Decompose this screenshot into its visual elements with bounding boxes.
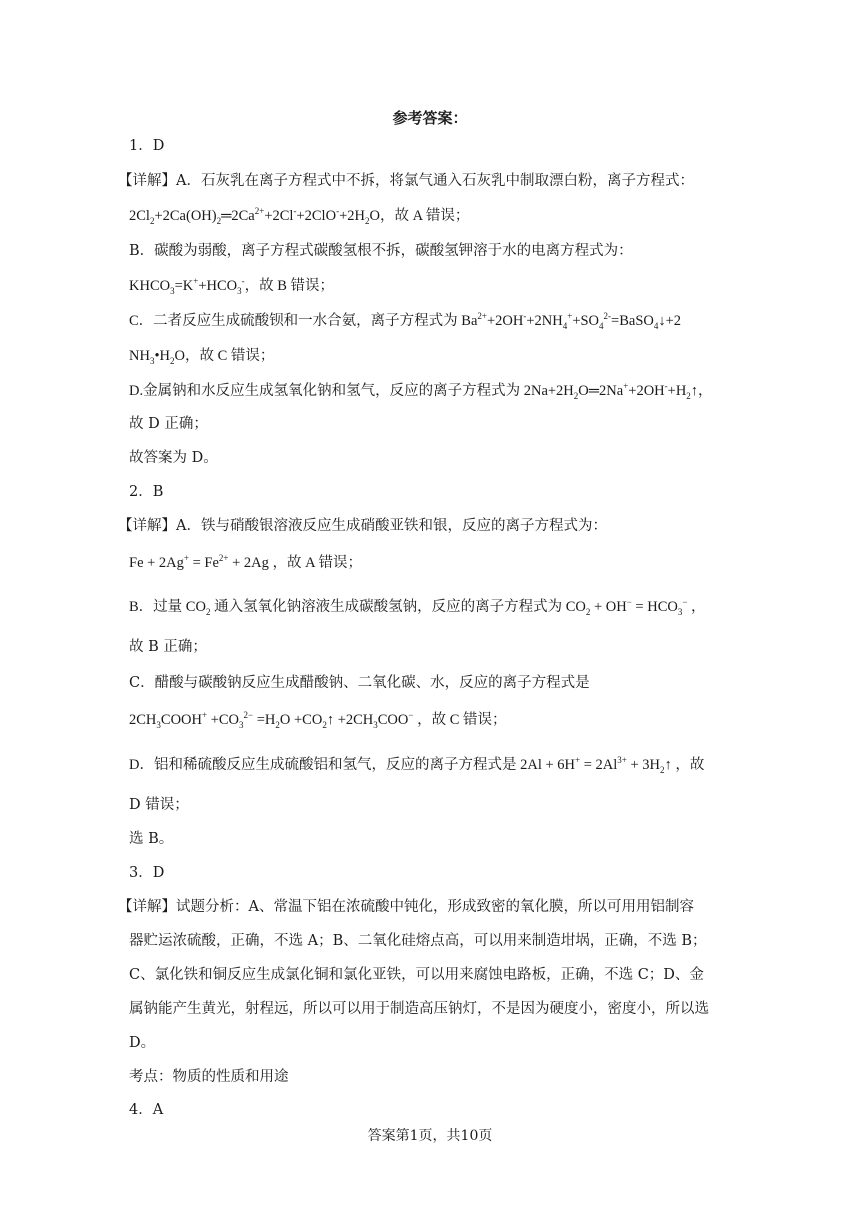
text-line: 1．D xyxy=(129,138,165,154)
text-line: C．醋酸与碳酸钠反应生成醋酸钠、二氧化碳、水，反应的离子方程式是 xyxy=(129,675,590,691)
text-line: D．铝和稀硫酸反应生成硫酸铝和氢气，反应的离子方程式是 $2Al + 6H^+ = 2Al^{3+}$ + $3H_2↑$ ，故 xyxy=(129,755,705,775)
page-title: 参考答案： xyxy=(392,109,468,127)
text-line: D.金属钠和水反应生成氢氧化钠和氢气，反应的离子方程式为 $2Na+2H_2O═2Na^++2OH^-+H_2↑$， xyxy=(129,381,713,401)
text-line: 2．B xyxy=(129,484,164,500)
text-line: $2CH_3COOH^+ +CO_3^{2-} =H_2O$ $+CO_2↑ +2CH_3COO^-$ ，故 C 错误； xyxy=(129,710,507,730)
text-line: D 错误； xyxy=(129,797,189,813)
text-line: $2Cl_2+2Ca(OH)_2═2Ca^{2+}+2Cl^-+2ClO^-+2H_2O$，故 A 错误； xyxy=(129,206,470,226)
text-line: $KHCO_3=K^++HCO_3^-$，故 B 错误； xyxy=(129,276,335,296)
text-line: 选 B。 xyxy=(129,831,174,847)
text-line: C、氯化铁和铜反应生成氯化铜和氯化亚铁，可以用来腐蚀电路板，正确，不选 C；D、金 xyxy=(129,967,704,983)
text-line: $NH_3•H_2O$，故 C 错误； xyxy=(129,348,275,366)
text-line: 考点：物质的性质和用途 xyxy=(129,1069,289,1085)
text-line: 故 B 正确； xyxy=(129,639,207,655)
text-line: 【详解】A．铁与硝酸银溶液反应生成硝酸亚铁和银，反应的离子方程式为： xyxy=(118,518,607,534)
text-line: 4．A xyxy=(129,1102,164,1118)
text-line: 故 D 正确； xyxy=(129,416,208,432)
text-line: C．二者反应生成硫酸钡和一水合氨，离子方程式为 $Ba^{2+}+2OH^-+2NH_4^++SO_4^{2-}=BaSO_4↓+2$ xyxy=(129,311,682,331)
text-line: 器贮运浓硫酸，正确，不选 A；B、二氧化硅熔点高，可以用来制造坩埚，正确，不选 B； xyxy=(129,933,707,949)
text-line: 属钠能产生黄光，射程远，所以可以用于制造高压钠灯，不是因为硬度小，密度小，所以选 xyxy=(129,1001,709,1017)
text-line: D。 xyxy=(129,1035,156,1051)
text-line: 3．D xyxy=(129,865,165,881)
text-line: $Fe + 2Ag^+ = Fe^{2+} + 2Ag$ ，故 A 错误； xyxy=(129,553,362,571)
text-line: 【详解】A．石灰乳在离子方程式中不拆，将氯气通入石灰乳中制取漂白粉，离子方程式： xyxy=(118,173,694,189)
page-footer: 答案第1页，共10页 xyxy=(367,1128,493,1144)
text-line: 【详解】试题分析：A、常温下铝在浓硫酸中钝化，形成致密的氧化膜，所以可用用铝制容 xyxy=(118,899,694,915)
text-line: B．过量 $CO_2$ 通入氢氧化钠溶液生成碳酸氢钠，反应的离子方程式为 $CO_2 + OH^- = HCO_3^-$ ， xyxy=(129,597,706,617)
text-line: B．碳酸为弱酸，离子方程式碳酸氢根不拆，碳酸氢钾溶于水的电离方程式为： xyxy=(129,243,633,259)
text-line: 故答案为 D。 xyxy=(129,450,218,466)
